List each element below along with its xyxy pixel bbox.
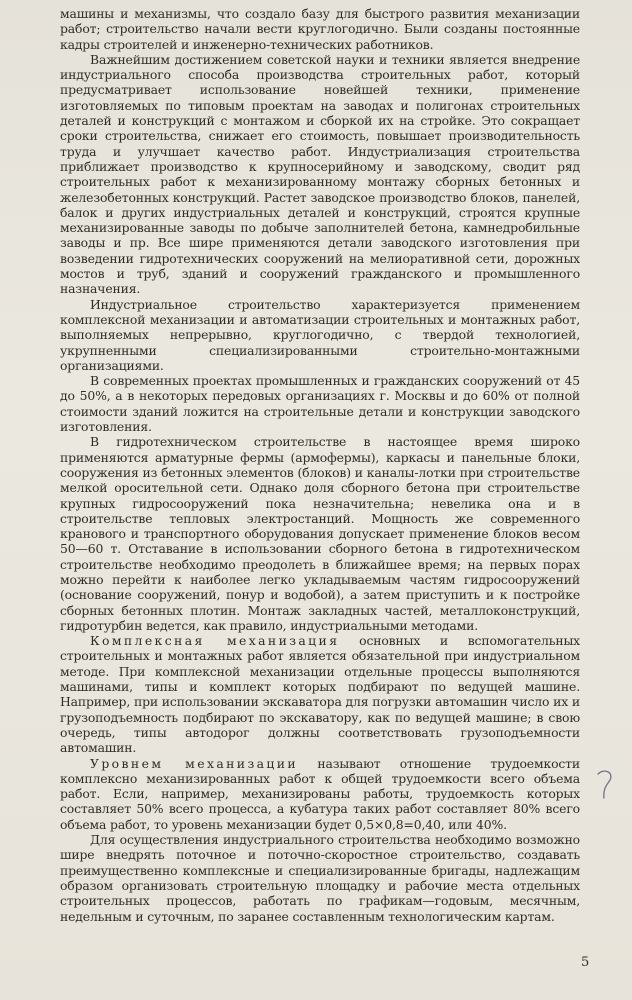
paragraph-text: называют отношение трудоемкости комплексно механизированных работ к общей трудоемкости всего объема работ. Если, например, механизированы работы, трудоемкость которых составляет 50% всего процесса, а кубатура таких работ составляет 80% всего объема работ, то уровень механизации будет 0,5×0,8=0,40, или 40%. [60, 755, 580, 832]
paragraph: Индустриальное строительство характеризуется применением комплексной механизации и автоматизации строительных и монтажных работ, выполняемых непрерывно, круглогодично, с твердой технологией, укрупненными специализированными строительно-монтажными организациями. [60, 296, 580, 373]
pen-mark-icon [594, 768, 616, 802]
paragraph-text: основных и вспомогательных строительных и монтажных работ является обязательной при индустриальном методе. При комплексной механизации отдельные процессы выполняются машинами, типы и комплект которых подбирают по ведущей машине. Например, при использовании экскаватора для погрузки автомашин число их и грузоподъемность подбирают по экскаватору, как по ведущей машине; в свою очередь, типы автодорог должны соответствовать грузоподъемности автомашин. [60, 633, 580, 756]
paragraph [60, 756, 580, 832]
paragraph: В современных проектах промышленных и гражданских сооружений от 45 до 50%, а в некоторых передовых организациях г. Москвы и до 60% от полной стоимости зданий ложится на строительные детали и конструкции заводского изготовления. [60, 373, 580, 435]
page-number: 5 [581, 955, 590, 970]
paragraph: машины и механизмы, что создало базу для быстрого развития механизации работ; строительство начали вести круглогодично. Были созданы постоянные кадры строителей и инженерно-технических работников. [60, 6, 580, 52]
paragraph: В гидротехническом строительстве в настоящее время широко применяются арматурные фермы (армофермы), каркасы и панельные блоки, сооружения из бетонных элементов (блоков) и каналы-лотки при строительстве мелкой оросительной сети. Однако доля сборного бетона при строительстве крупных гидросооружений пока незначительна; невелика она и в строительстве тепловых электростанций. Мощность же современного кранового и транспортного оборудования допускает применение блоков весом 50—60 т. Отставание в использовании сборного бетона в гидротехническом строительстве необходимо преодолеть в ближайшее время; на первых порах можно перейти к наиболее легко укладываемым частям гидросооружений (основание сооружений, понур и водобой), а затем приступить и к постройке сборных бетонных плотин. Монтаж закладных частей, металлоконструкций, гидротурбин ведется, как правило, индустриальными методами. [60, 434, 580, 633]
paragraph: Для осуществления индустриального строительства необходимо возможно шире внедрять поточное и поточно-скоростное строительство, создавать преимущественно комплексные и специализированные бригады, надлежащим образом организовать строительную площадку и рабочие места отдельных строительных процессов, работать по графикам—годовым, месячным, недельным и суточным, по заранее составленным технологическим картам. [60, 832, 580, 924]
spaced-term: Комплексная механизация [90, 633, 340, 649]
paragraph: Важнейшим достижением советской науки и техники является внедрение индустриального способа производства строительных работ, который предусматривает использование новейшей техники, применение изготовляемых по типовым проектам на заводах и полигонах строительных деталей и конструкций с монтажом и сборкой их на стройке. Это сокращает сроки строительства, снижает его стоимость, повышает производительность труда и улучшает качество работ. Индустриализация строительства приближает производство к крупносерийному и заводскому, сводит ряд строительных работ к механизированному монтажу сборных бетонных и железобетонных конструкций. Растет заводское производство блоков, панелей, балок и других индустриальных деталей и конструкций, строятся крупные механизированные заводы по добыче заполнителей бетона, камнедробильные заводы и пр. Все шире применяются детали заводского изготовления при возведении гидротехнических сооружений на мелиоративной сети, дорожных мостов и труб, зданий и сооружений гражданского и промышленного назначения. [60, 51, 580, 297]
paragraph [60, 633, 580, 755]
spaced-term: Уровнем механизации [90, 755, 299, 771]
body-text [60, 6, 580, 924]
